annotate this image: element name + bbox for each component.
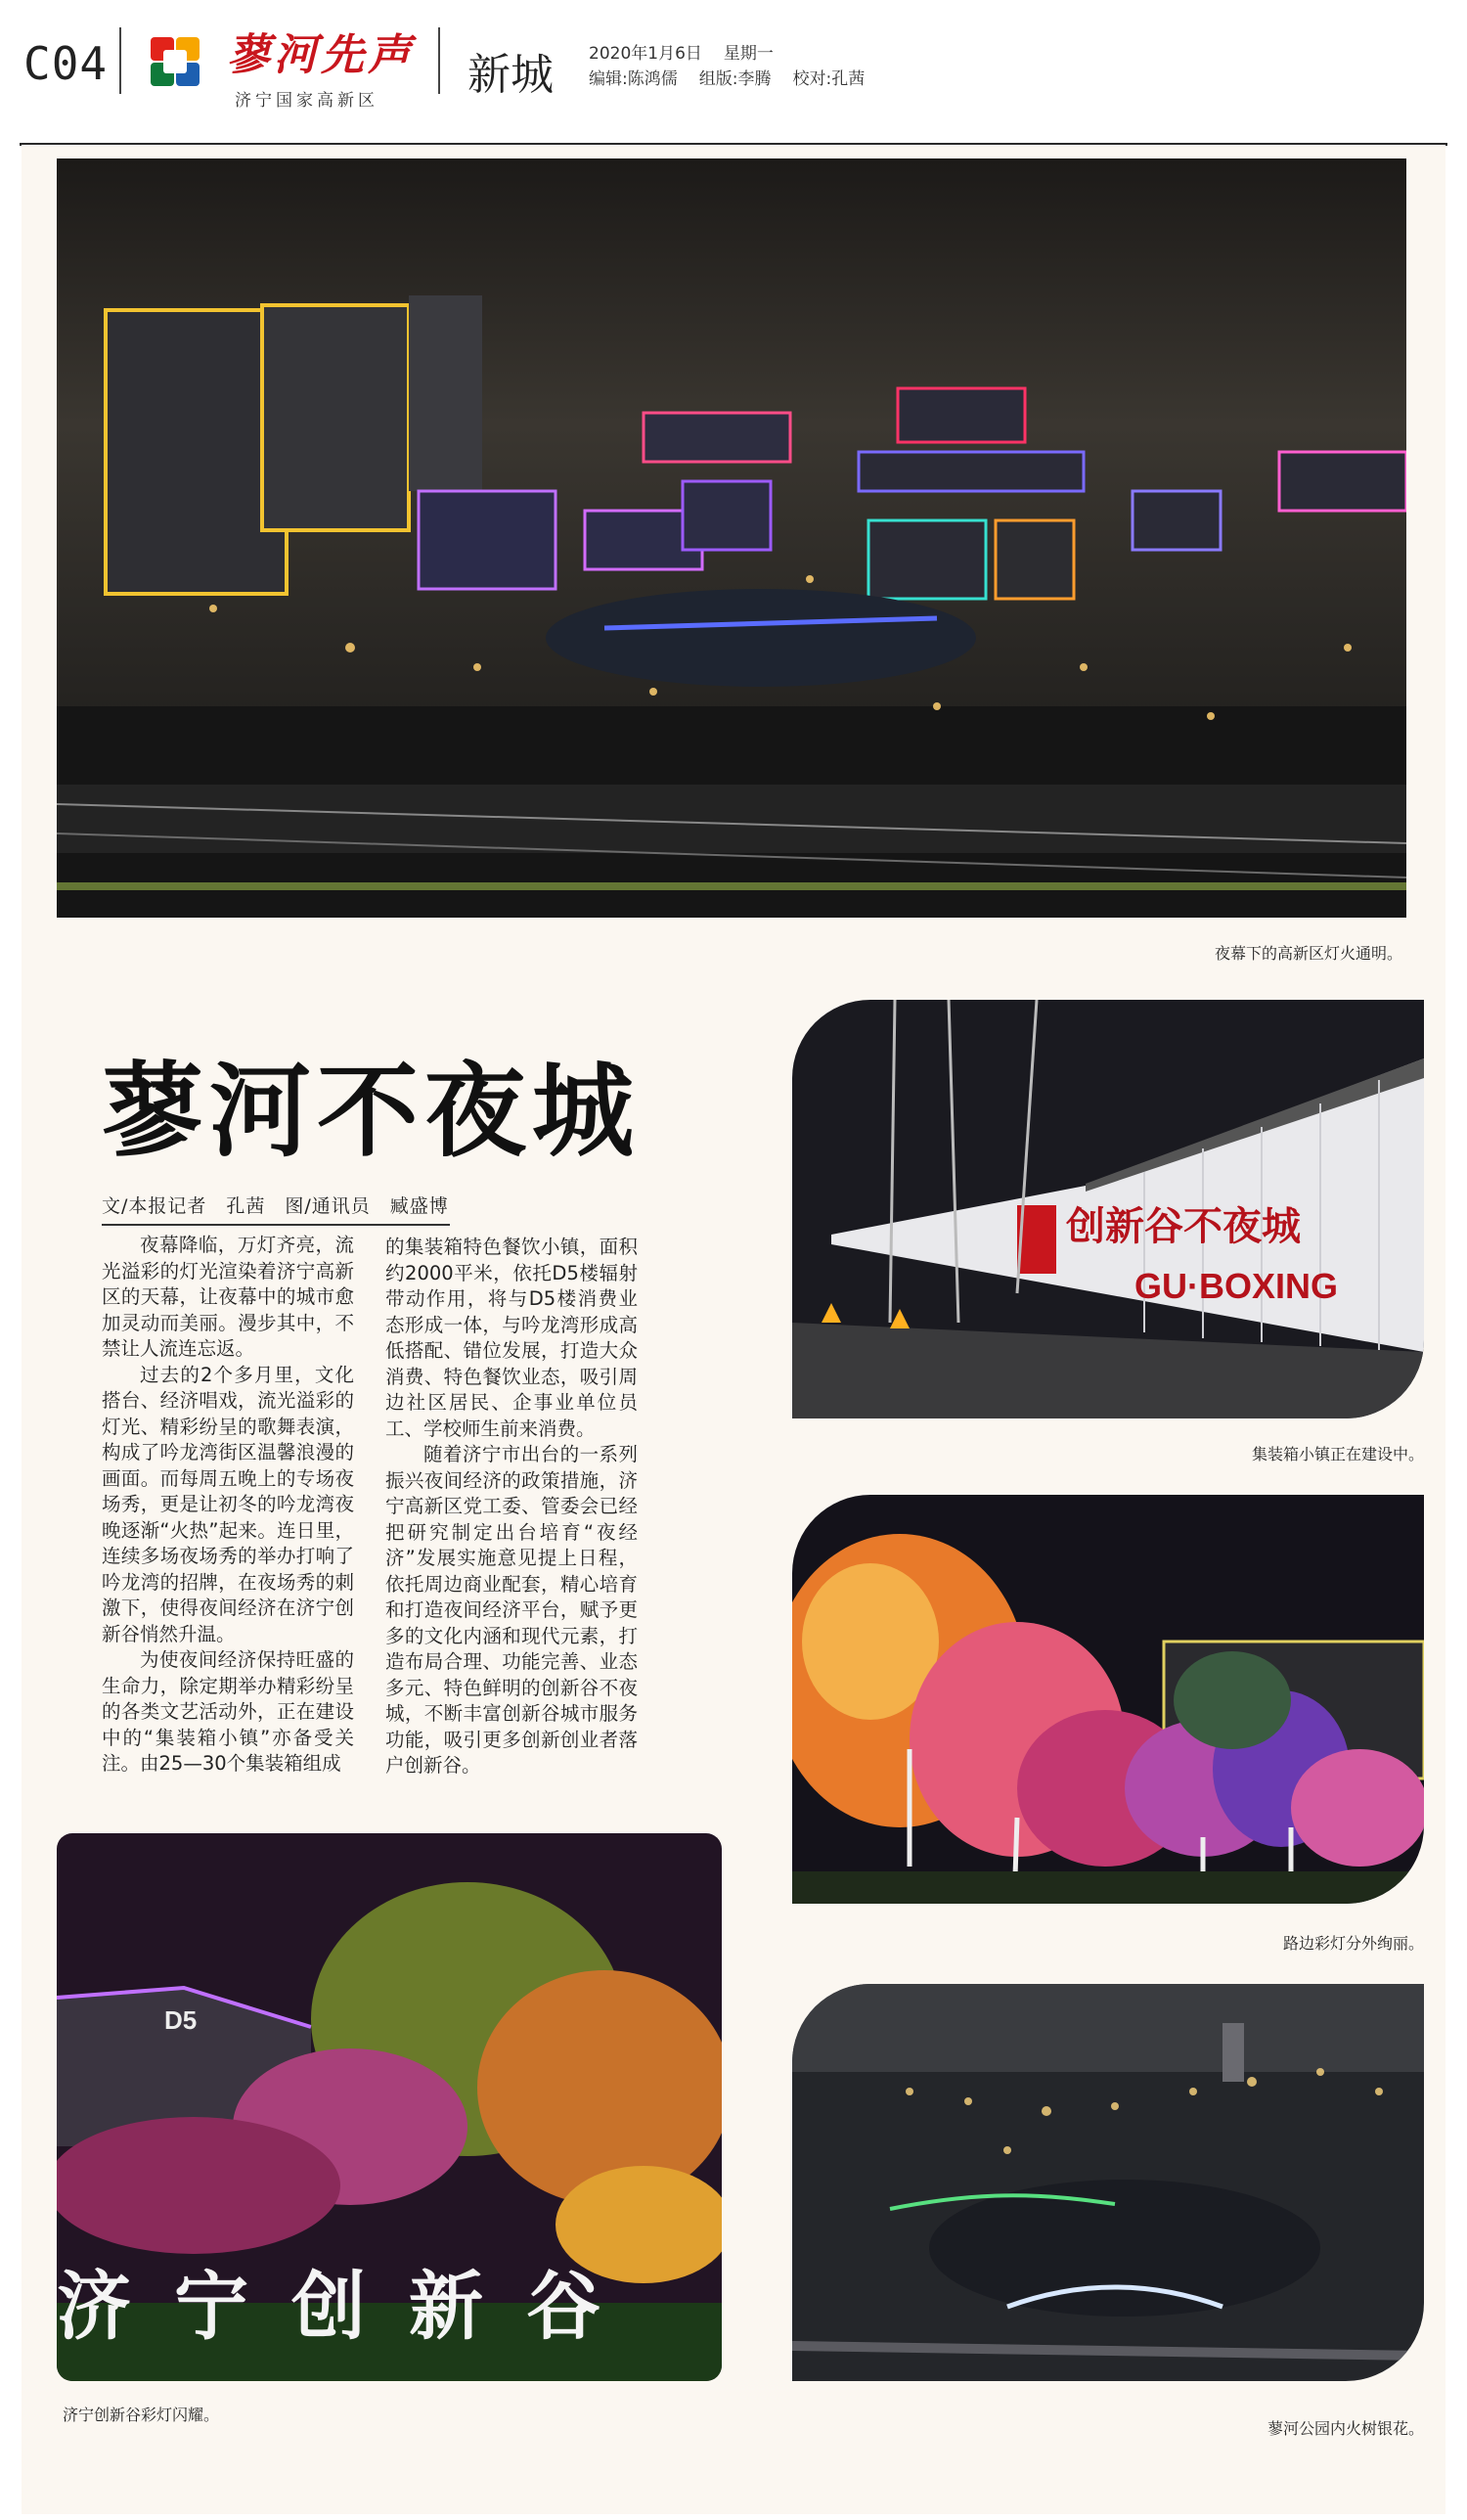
- layout-credit: 组版:李腾: [698, 69, 772, 89]
- photo-caption: 集装箱小镇正在建设中。: [1251, 1445, 1424, 1463]
- article-headline: 蓼河不夜城: [102, 1052, 641, 1171]
- photo-park-aerial: [792, 1984, 1424, 2381]
- photo-caption: 蓼河公园内火树银花。: [1267, 2419, 1424, 2438]
- container-sign-text: 创新谷不夜城: [1066, 1205, 1301, 1248]
- editor-credit: 编辑:陈鸿儒: [589, 69, 678, 89]
- d5-building-label: D5: [164, 2005, 198, 2035]
- photo-innovation-valley-sign: [57, 1833, 722, 2381]
- logo-name: 蓼河先声: [227, 30, 415, 80]
- article-column-1: [102, 1233, 354, 1778]
- photo-night-skyline: [57, 158, 1406, 918]
- proof-credit: 校对:孔茜: [792, 69, 866, 89]
- photo-caption: 路边彩灯分外绚丽。: [1282, 1934, 1424, 1953]
- photo-container-town: [792, 1000, 1424, 1418]
- issue-meta: [589, 41, 886, 92]
- logo-subtitle: 济宁国家高新区: [235, 91, 378, 111]
- photo-colorful-trees: [792, 1495, 1424, 1904]
- page-number: C04: [23, 37, 109, 90]
- divider: [119, 27, 121, 94]
- photo-caption: 夜幕下的高新区灯火通明。: [1214, 944, 1402, 963]
- masthead: [0, 0, 1467, 145]
- paragraph: 的集装箱特色餐饮小镇，面积约2000平米，依托D5楼辐射带动作用，将与D5楼消费业态形成一体，与吟龙湾形成高低搭配、错位发展，打造大众消费、特色餐饮业态，吸引周边社区居民、企事业单位员工、学校师生前来消费。: [385, 1236, 638, 1440]
- paragraph: 过去的2个多月里，文化搭台、经济唱戏，流光溢彩的灯光、精彩纷呈的歌舞表演，构成了吟龙湾街区温馨浪漫的画面。而每周五晚上的专场夜场秀，更是让初冬的吟龙湾夜晚逐渐“火热”起来。连日里，连续多场夜场秀的举办打响了吟龙湾的招牌，在夜场秀的刺激下，使得夜间经济在济宁创新谷悄然升温。: [102, 1363, 354, 1645]
- paragraph: 夜幕降临，万灯齐亮，流光溢彩的灯光渲染着济宁高新区的天幕，让夜幕中的城市愈加灵动而美丽。漫步其中，不禁让人流连忘返。: [102, 1234, 354, 1360]
- article-byline: 文/本报记者 孔茜 图/通讯员 臧盛博: [102, 1192, 450, 1226]
- issue-date: 2020年1月6日: [589, 44, 702, 64]
- paragraph: 为使夜间经济保持旺盛的生命力，除定期举办精彩纷呈的各类文艺活动外，正在建设中的“集装箱小镇”亦备受关注。由25—30个集装箱组成: [102, 1648, 354, 1775]
- container-sign-en-text: GU·BOXING: [1134, 1266, 1339, 1306]
- innovation-valley-sign-text: 济宁创新谷: [57, 2266, 644, 2349]
- photo-caption: 济宁创新谷彩灯闪耀。: [63, 2406, 220, 2424]
- logo-mark-icon: [147, 33, 203, 90]
- issue-weekday: 星期一: [723, 44, 774, 64]
- divider: [438, 27, 440, 94]
- article-column-2: [385, 1235, 638, 1779]
- paragraph: 随着济宁市出台的一系列振兴夜间经济的政策措施，济宁高新区党工委、管委会已经把研究制定出台培育“夜经济”发展实施意见提上日程，依托周边商业配套，精心培育和打造夜间经济平台，赋予更多的文化内涵和现代元素，打造布局合理、功能完善、业态多元、特色鲜明的创新谷不夜城，不断丰富创新谷城市服务功能，吸引更多创新创业者落户创新谷。: [385, 1443, 638, 1777]
- section-title: 新城: [467, 50, 554, 100]
